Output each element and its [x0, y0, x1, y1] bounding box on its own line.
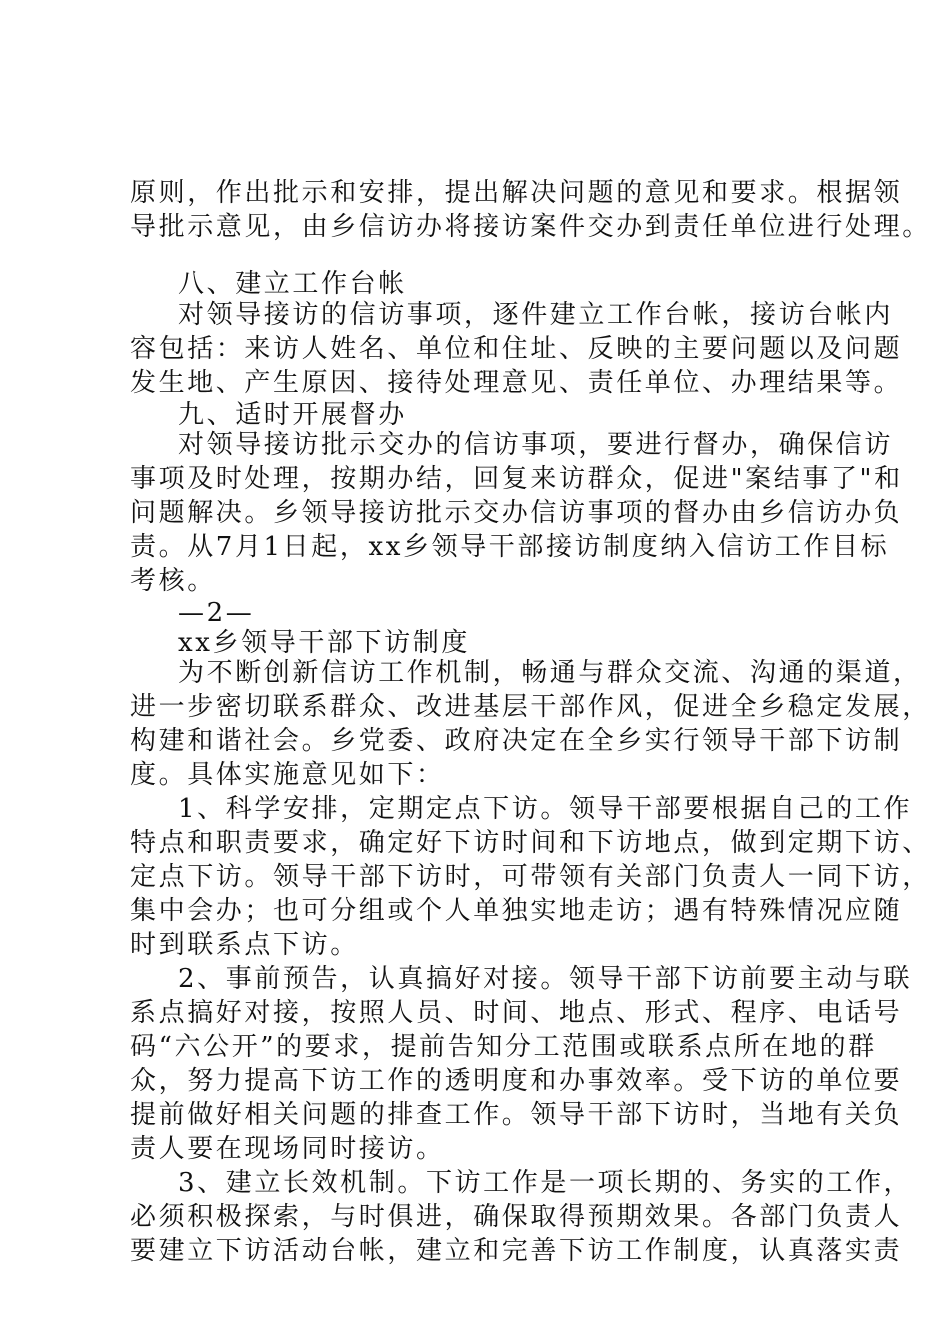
text-line: 必须积极探索，与时俱进，确保取得预期效果。各部门负责人 [130, 1202, 903, 1232]
section-heading: 八、建立工作台帐 [178, 269, 407, 299]
text-line: 为不断创新信访工作机制，畅通与群众交流、沟通的渠道， [178, 658, 922, 688]
text-line: 考核。 [130, 566, 216, 596]
text-line: 2、事前预告，认真搞好对接。领导干部下访前要主动与联 [178, 964, 913, 994]
text-line: 对领导接访批示交办的信访事项，要进行督办，确保信访 [178, 430, 894, 460]
text-line: 提前做好相关问题的排查工作。领导干部下访时，当地有关负 [130, 1100, 903, 1130]
text-line: 问题解决。乡领导接访批示交办信访事项的督办由乡信访办负 [130, 498, 903, 528]
text-line: 特点和职责要求，确定好下访时间和下访地点，做到定期下访、 [130, 828, 931, 858]
document-title: xx乡领导干部下访制度 [178, 628, 470, 658]
text-line: 定点下访。领导干部下访时，可带领有关部门负责人一同下访， [130, 862, 931, 892]
text-line: 3、建立长效机制。下访工作是一项长期的、务实的工作， [178, 1168, 913, 1198]
text-line: 事项及时处理，按期办结，回复来访群众，促进"案结事了"和 [130, 464, 903, 494]
text-line: 度。具体实施意见如下： [130, 760, 445, 790]
text-line: 集中会办；也可分组或个人单独实地走访；遇有特殊情况应随 [130, 896, 903, 926]
text-line: 容包括：来访人姓名、单位和住址、反映的主要问题以及问题 [130, 334, 903, 364]
text-line: 码“六公开”的要求，提前告知分工范围或联系点所在地的群 [130, 1032, 877, 1062]
text-line: 进一步密切联系群众、改进基层干部作风，促进全乡稳定发展， [130, 692, 931, 722]
text-line: 对领导接访的信访事项，逐件建立工作台帐，接访台帐内 [178, 300, 894, 330]
text-line: 发生地、产生原因、接待处理意见、责任单位、办理结果等。 [130, 368, 903, 398]
text-line: 导批示意见，由乡信访办将接访案件交办到责任单位进行处理。 [130, 212, 931, 242]
text-line: 众，努力提高下访工作的透明度和办事效率。受下访的单位要 [130, 1066, 903, 1096]
page-number: —2— [178, 598, 255, 628]
text-line: 责人要在现场同时接访。 [130, 1134, 445, 1164]
text-line: 责。从7月1日起，xx乡领导干部接访制度纳入信访工作目标 [130, 532, 890, 562]
text-line: 原则，作出批示和安排，提出解决问题的意见和要求。根据领 [130, 178, 903, 208]
text-line: 要建立下访活动台帐，建立和完善下访工作制度，认真落实责 [130, 1236, 903, 1266]
section-heading: 九、适时开展督办 [178, 400, 407, 430]
text-line: 时到联系点下访。 [130, 930, 359, 960]
text-line: 系点搞好对接，按照人员、时间、地点、形式、程序、电话号 [130, 998, 903, 1028]
text-line: 构建和谐社会。乡党委、政府决定在全乡实行领导干部下访制 [130, 726, 903, 756]
text-line: 1、科学安排，定期定点下访。领导干部要根据自己的工作 [178, 794, 913, 824]
